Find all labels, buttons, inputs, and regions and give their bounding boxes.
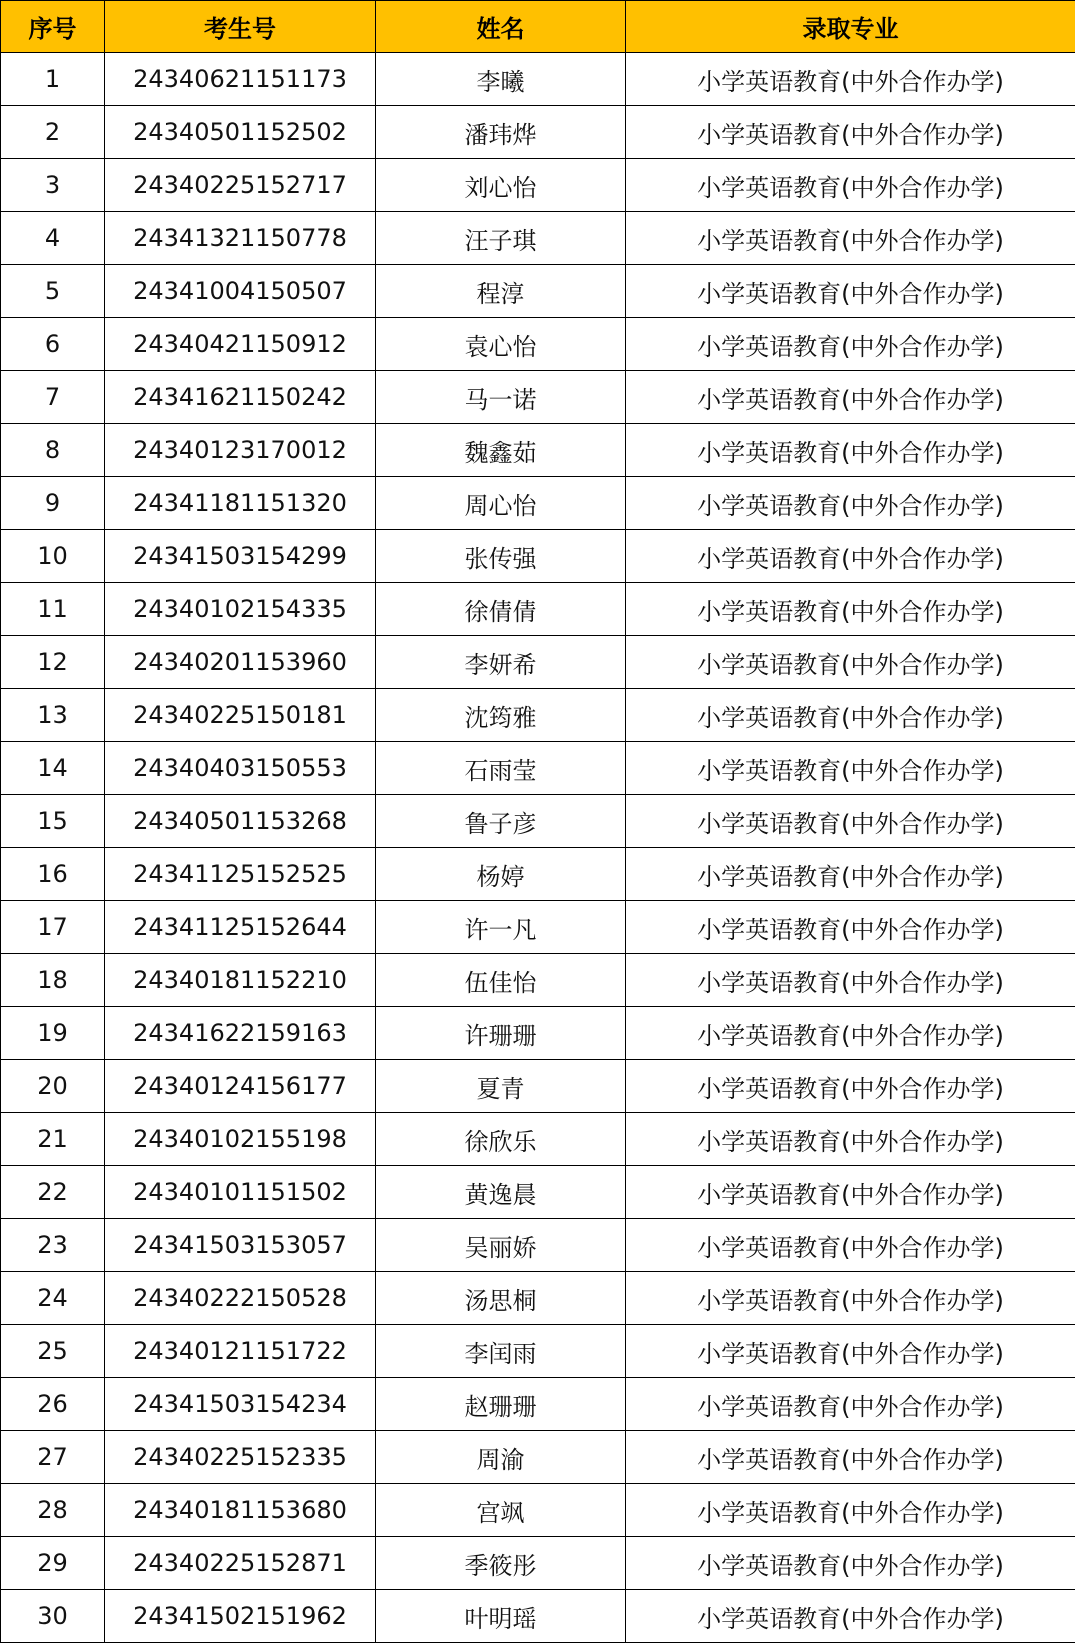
table-header xyxy=(1,1,1075,53)
cell-seq: 20 xyxy=(1,1060,105,1113)
cell-exam-id: 24341125152644 xyxy=(105,901,376,954)
cell-name: 张传强 xyxy=(376,530,626,583)
cell-exam-id: 24340101151502 xyxy=(105,1166,376,1219)
cell-major: 小学英语教育(中外合作办学) xyxy=(626,106,1075,159)
cell-exam-id: 24341503154234 xyxy=(105,1378,376,1431)
cell-major: 小学英语教育(中外合作办学) xyxy=(626,901,1075,954)
cell-major: 小学英语教育(中外合作办学) xyxy=(626,954,1075,1007)
cell-seq: 14 xyxy=(1,742,105,795)
cell-seq: 8 xyxy=(1,424,105,477)
table-row xyxy=(1,1113,1075,1166)
cell-major: 小学英语教育(中外合作办学) xyxy=(626,636,1075,689)
cell-seq: 1 xyxy=(1,53,105,106)
table-row xyxy=(1,530,1075,583)
cell-major: 小学英语教育(中外合作办学) xyxy=(626,1537,1075,1590)
cell-exam-id: 24341502151962 xyxy=(105,1590,376,1643)
cell-seq: 24 xyxy=(1,1272,105,1325)
table-row xyxy=(1,689,1075,742)
cell-major: 小学英语教育(中外合作办学) xyxy=(626,424,1075,477)
cell-name: 汤思桐 xyxy=(376,1272,626,1325)
cell-name: 魏鑫茹 xyxy=(376,424,626,477)
cell-name: 周渝 xyxy=(376,1431,626,1484)
cell-seq: 28 xyxy=(1,1484,105,1537)
cell-name: 沈筠雅 xyxy=(376,689,626,742)
cell-major: 小学英语教育(中外合作办学) xyxy=(626,530,1075,583)
cell-seq: 12 xyxy=(1,636,105,689)
cell-seq: 15 xyxy=(1,795,105,848)
header-row xyxy=(1,1,1075,53)
table-row xyxy=(1,212,1075,265)
table-row xyxy=(1,1007,1075,1060)
cell-name: 石雨莹 xyxy=(376,742,626,795)
cell-name: 许珊珊 xyxy=(376,1007,626,1060)
cell-name: 李妍希 xyxy=(376,636,626,689)
table-row xyxy=(1,371,1075,424)
cell-name: 刘心怡 xyxy=(376,159,626,212)
cell-seq: 7 xyxy=(1,371,105,424)
table-row xyxy=(1,795,1075,848)
cell-seq: 19 xyxy=(1,1007,105,1060)
table-row xyxy=(1,1060,1075,1113)
cell-seq: 17 xyxy=(1,901,105,954)
cell-seq: 11 xyxy=(1,583,105,636)
cell-name: 宫飒 xyxy=(376,1484,626,1537)
cell-major: 小学英语教育(中外合作办学) xyxy=(626,848,1075,901)
table-row xyxy=(1,1166,1075,1219)
cell-exam-id: 24340201153960 xyxy=(105,636,376,689)
cell-exam-id: 24340121151722 xyxy=(105,1325,376,1378)
table-row xyxy=(1,477,1075,530)
cell-seq: 9 xyxy=(1,477,105,530)
cell-major: 小学英语教育(中外合作办学) xyxy=(626,371,1075,424)
header-exam-id: 考生号 xyxy=(105,1,376,53)
cell-name: 黄逸晨 xyxy=(376,1166,626,1219)
table-row xyxy=(1,901,1075,954)
cell-major: 小学英语教育(中外合作办学) xyxy=(626,159,1075,212)
table-row xyxy=(1,1272,1075,1325)
cell-exam-id: 24340421150912 xyxy=(105,318,376,371)
cell-seq: 29 xyxy=(1,1537,105,1590)
cell-seq: 16 xyxy=(1,848,105,901)
cell-name: 徐欣乐 xyxy=(376,1113,626,1166)
cell-seq: 5 xyxy=(1,265,105,318)
cell-seq: 3 xyxy=(1,159,105,212)
table-row xyxy=(1,742,1075,795)
cell-major: 小学英语教育(中外合作办学) xyxy=(626,477,1075,530)
cell-name: 季筱彤 xyxy=(376,1537,626,1590)
table-body xyxy=(1,53,1075,1643)
cell-exam-id: 24340225152335 xyxy=(105,1431,376,1484)
cell-major: 小学英语教育(中外合作办学) xyxy=(626,1060,1075,1113)
cell-exam-id: 24341622159163 xyxy=(105,1007,376,1060)
header-name: 姓名 xyxy=(376,1,626,53)
cell-seq: 22 xyxy=(1,1166,105,1219)
table-row xyxy=(1,1484,1075,1537)
cell-exam-id: 24340123170012 xyxy=(105,424,376,477)
cell-exam-id: 24341004150507 xyxy=(105,265,376,318)
cell-name: 夏青 xyxy=(376,1060,626,1113)
cell-major: 小学英语教育(中外合作办学) xyxy=(626,53,1075,106)
table-row xyxy=(1,1325,1075,1378)
cell-name: 周心怡 xyxy=(376,477,626,530)
cell-seq: 13 xyxy=(1,689,105,742)
cell-exam-id: 24340102154335 xyxy=(105,583,376,636)
cell-major: 小学英语教育(中外合作办学) xyxy=(626,583,1075,636)
table-row xyxy=(1,636,1075,689)
cell-major: 小学英语教育(中外合作办学) xyxy=(626,1431,1075,1484)
cell-name: 汪子琪 xyxy=(376,212,626,265)
cell-exam-id: 24341503154299 xyxy=(105,530,376,583)
cell-exam-id: 24340225152871 xyxy=(105,1537,376,1590)
cell-major: 小学英语教育(中外合作办学) xyxy=(626,742,1075,795)
cell-exam-id: 24341181151320 xyxy=(105,477,376,530)
cell-seq: 27 xyxy=(1,1431,105,1484)
cell-exam-id: 24341621150242 xyxy=(105,371,376,424)
cell-major: 小学英语教育(中外合作办学) xyxy=(626,795,1075,848)
table-row xyxy=(1,159,1075,212)
cell-exam-id: 24340621151173 xyxy=(105,53,376,106)
cell-exam-id: 24341503153057 xyxy=(105,1219,376,1272)
table-row xyxy=(1,1378,1075,1431)
cell-major: 小学英语教育(中外合作办学) xyxy=(626,1378,1075,1431)
table-row xyxy=(1,954,1075,1007)
table-row xyxy=(1,1431,1075,1484)
cell-name: 鲁子彦 xyxy=(376,795,626,848)
cell-major: 小学英语教育(中外合作办学) xyxy=(626,1007,1075,1060)
cell-name: 袁心怡 xyxy=(376,318,626,371)
cell-name: 徐倩倩 xyxy=(376,583,626,636)
cell-seq: 2 xyxy=(1,106,105,159)
cell-major: 小学英语教育(中外合作办学) xyxy=(626,1590,1075,1643)
cell-major: 小学英语教育(中外合作办学) xyxy=(626,265,1075,318)
cell-seq: 23 xyxy=(1,1219,105,1272)
table-row xyxy=(1,53,1075,106)
cell-major: 小学英语教育(中外合作办学) xyxy=(626,212,1075,265)
table-row xyxy=(1,1537,1075,1590)
cell-seq: 4 xyxy=(1,212,105,265)
table-row xyxy=(1,424,1075,477)
table-row xyxy=(1,848,1075,901)
cell-exam-id: 24340222150528 xyxy=(105,1272,376,1325)
cell-seq: 21 xyxy=(1,1113,105,1166)
cell-seq: 10 xyxy=(1,530,105,583)
cell-exam-id: 24340124156177 xyxy=(105,1060,376,1113)
cell-major: 小学英语教育(中外合作办学) xyxy=(626,1272,1075,1325)
cell-seq: 25 xyxy=(1,1325,105,1378)
cell-name: 吴丽娇 xyxy=(376,1219,626,1272)
table-row xyxy=(1,1219,1075,1272)
cell-name: 李闰雨 xyxy=(376,1325,626,1378)
cell-major: 小学英语教育(中外合作办学) xyxy=(626,1113,1075,1166)
table-row xyxy=(1,1590,1075,1643)
table-row xyxy=(1,106,1075,159)
cell-name: 许一凡 xyxy=(376,901,626,954)
cell-major: 小学英语教育(中外合作办学) xyxy=(626,1484,1075,1537)
header-major: 录取专业 xyxy=(626,1,1075,53)
cell-name: 潘玮烨 xyxy=(376,106,626,159)
cell-major: 小学英语教育(中外合作办学) xyxy=(626,1219,1075,1272)
table-row xyxy=(1,318,1075,371)
cell-name: 程淳 xyxy=(376,265,626,318)
cell-exam-id: 24340181152210 xyxy=(105,954,376,1007)
cell-exam-id: 24340501152502 xyxy=(105,106,376,159)
cell-name: 马一诺 xyxy=(376,371,626,424)
cell-major: 小学英语教育(中外合作办学) xyxy=(626,318,1075,371)
cell-exam-id: 24340102155198 xyxy=(105,1113,376,1166)
cell-seq: 6 xyxy=(1,318,105,371)
header-seq: 序号 xyxy=(1,1,105,53)
cell-name: 赵珊珊 xyxy=(376,1378,626,1431)
cell-name: 杨婷 xyxy=(376,848,626,901)
cell-name: 叶明瑶 xyxy=(376,1590,626,1643)
cell-exam-id: 24340181153680 xyxy=(105,1484,376,1537)
table-row xyxy=(1,265,1075,318)
cell-seq: 26 xyxy=(1,1378,105,1431)
cell-name: 李曦 xyxy=(376,53,626,106)
cell-name: 伍佳怡 xyxy=(376,954,626,1007)
cell-seq: 18 xyxy=(1,954,105,1007)
cell-exam-id: 24340225150181 xyxy=(105,689,376,742)
cell-exam-id: 24341321150778 xyxy=(105,212,376,265)
cell-exam-id: 24340225152717 xyxy=(105,159,376,212)
cell-seq: 30 xyxy=(1,1590,105,1643)
table-row xyxy=(1,583,1075,636)
cell-exam-id: 24340501153268 xyxy=(105,795,376,848)
cell-major: 小学英语教育(中外合作办学) xyxy=(626,689,1075,742)
cell-exam-id: 24341125152525 xyxy=(105,848,376,901)
cell-major: 小学英语教育(中外合作办学) xyxy=(626,1325,1075,1378)
cell-major: 小学英语教育(中外合作办学) xyxy=(626,1166,1075,1219)
cell-exam-id: 24340403150553 xyxy=(105,742,376,795)
